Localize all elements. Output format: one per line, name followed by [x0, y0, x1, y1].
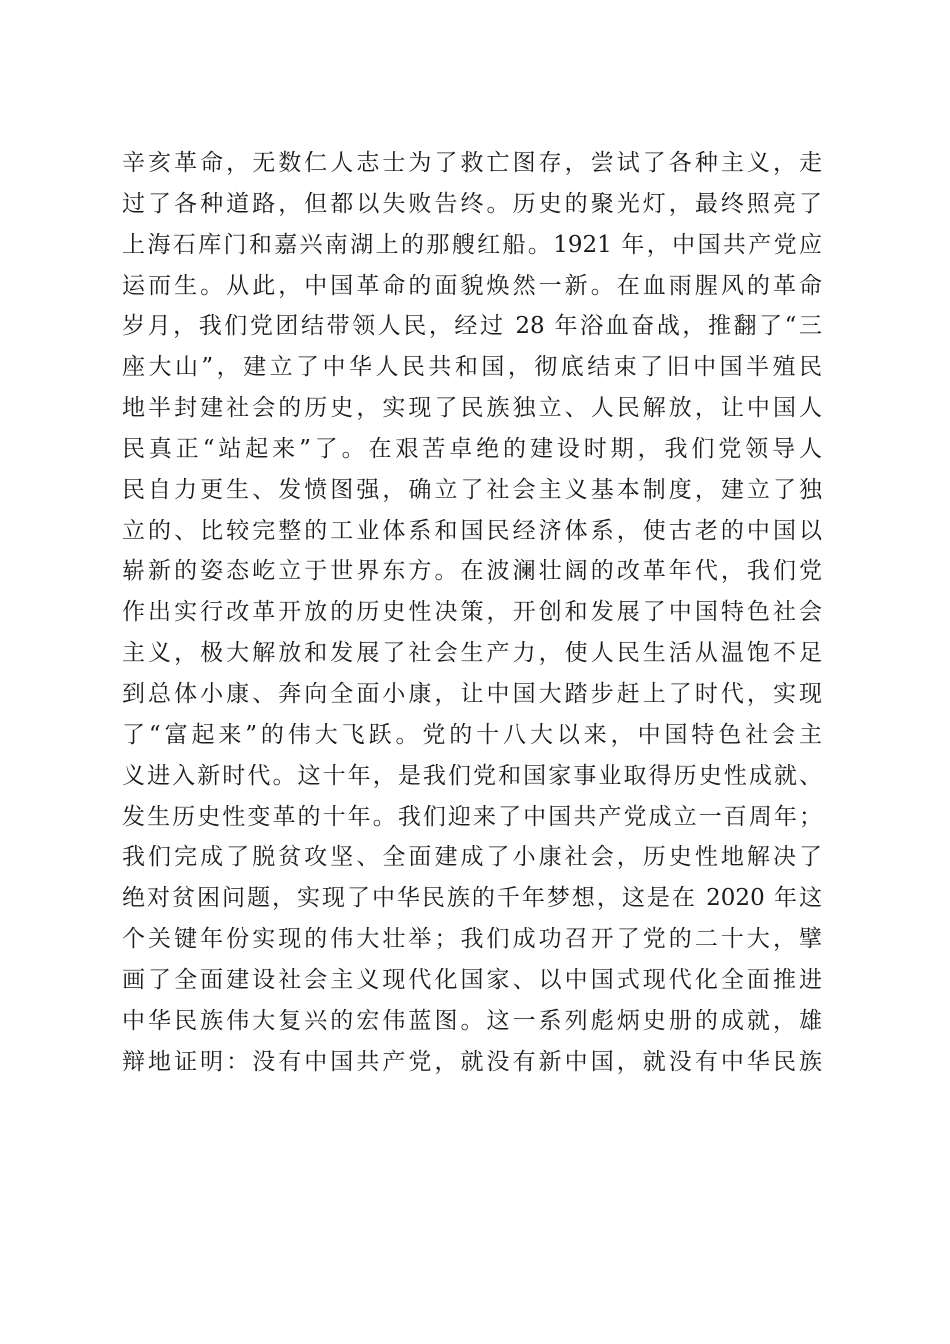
text-line: 崭新的姿态屹立于世界东方。在波澜壮阔的改革年代，我们党 — [122, 558, 822, 585]
text-line: 座大山”，建立了中华人民共和国，彻底结束了旧中国半殖民 — [122, 354, 822, 381]
text-line: 辩地证明：没有中国共产党，就没有新中国，就没有中华民族 — [122, 1048, 822, 1075]
text-line: 中华民族伟大复兴的宏伟蓝图。这一系列彪炳史册的成就，雄 — [122, 1007, 822, 1034]
text-line: 到总体小康、奔向全面小康，让中国大踏步赶上了时代，实现 — [122, 680, 822, 707]
text-line: 主义，极大解放和发展了社会生产力，使人民生活从温饱不足 — [122, 640, 822, 667]
text-line: 上海石库门和嘉兴南湖上的那艘红船。1921 年，中国共产党应 — [122, 231, 822, 258]
text-line: 发生历史性变革的十年。我们迎来了中国共产党成立一百周年； — [122, 803, 822, 830]
text-line: 运而生。从此，中国革命的面貌焕然一新。在血雨腥风的革命 — [122, 272, 822, 299]
text-line: 岁月，我们党团结带领人民，经过 28 年浴血奋战，推翻了“三 — [122, 313, 822, 340]
text-line: 民真正“站起来”了。在艰苦卓绝的建设时期，我们党领导人 — [122, 435, 822, 462]
text-line: 立的、比较完整的工业体系和国民经济体系，使古老的中国以 — [122, 517, 822, 544]
text-line: 过了各种道路，但都以失败告终。历史的聚光灯，最终照亮了 — [122, 190, 822, 217]
body-paragraph — [122, 143, 822, 1082]
text-line: 绝对贫困问题，实现了中华民族的千年梦想，这是在 2020 年这 — [122, 885, 822, 912]
text-line: 个关键年份实现的伟大壮举；我们成功召开了党的二十大，擘 — [122, 926, 822, 953]
text-line: 作出实行改革开放的历史性决策，开创和发展了中国特色社会 — [122, 599, 822, 626]
text-line: 我们完成了脱贫攻坚、全面建成了小康社会，历史性地解决了 — [122, 844, 822, 871]
text-line: 辛亥革命，无数仁人志士为了救亡图存，尝试了各种主义，走 — [122, 150, 822, 176]
text-line: 民自力更生、发愤图强，确立了社会主义基本制度，建立了独 — [122, 476, 822, 503]
text-line: 地半封建社会的历史，实现了民族独立、人民解放，让中国人 — [122, 395, 822, 422]
text-line: 义进入新时代。这十年，是我们党和国家事业取得历史性成就、 — [122, 762, 822, 789]
text-line: 了“富起来”的伟大飞跃。党的十八大以来，中国特色社会主 — [122, 721, 822, 748]
text-line: 画了全面建设社会主义现代化国家、以中国式现代化全面推进 — [122, 966, 822, 993]
